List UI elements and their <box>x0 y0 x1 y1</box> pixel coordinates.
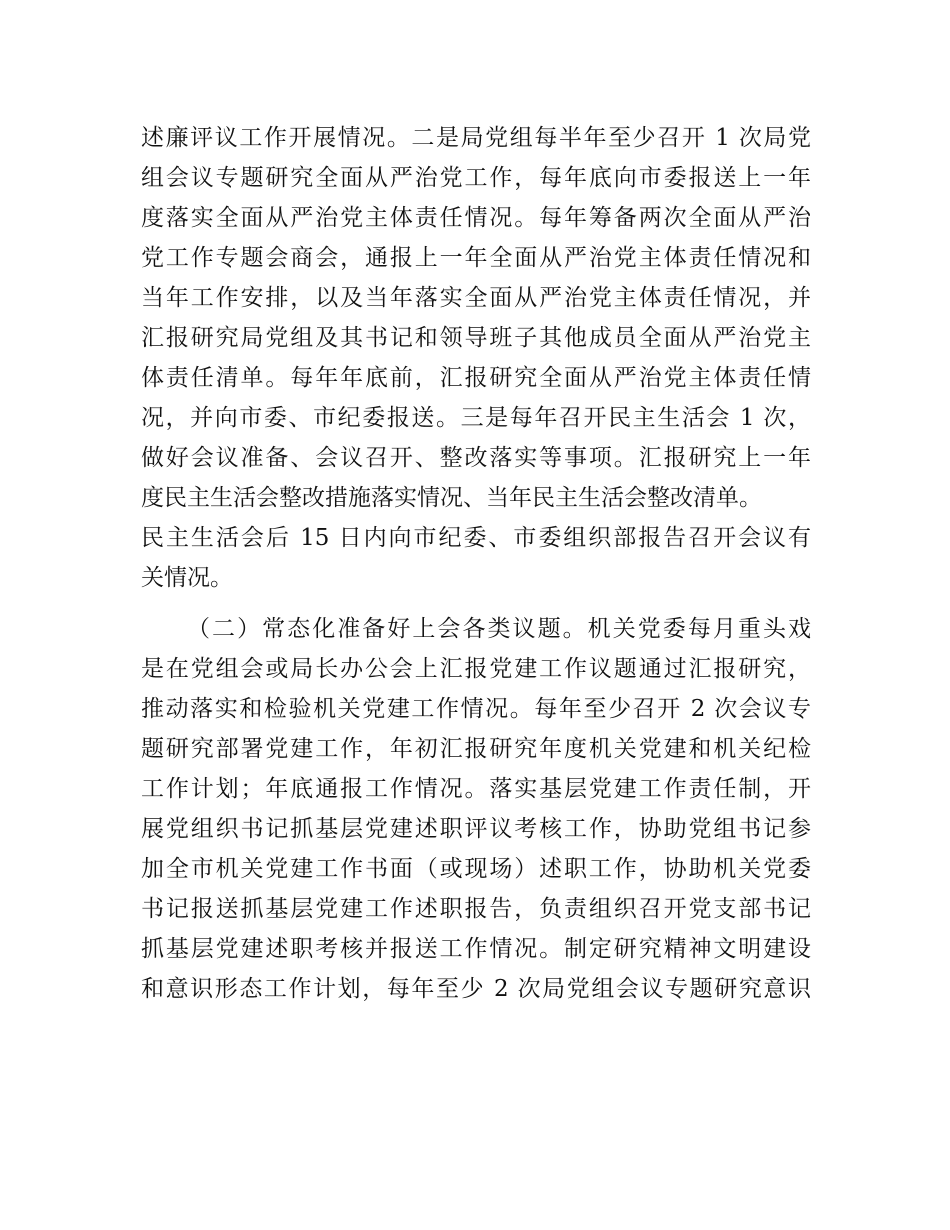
text-line: 做好会议准备、会议召开、整改落实等事项。汇报研究上一年 <box>141 445 811 471</box>
text-line: 题研究部署党建工作，年初汇报研究年度机关党建和机关纪检 <box>141 736 811 762</box>
text-line: 度民主生活会整改措施落实情况、当年民主生活会整改清单。 <box>141 485 762 511</box>
paragraph-1 <box>141 118 811 598</box>
text-line: 推动落实和检验机关党建工作情况。每年至少召开 2 次会议专 <box>141 696 811 722</box>
text-line: 汇报研究局党组及其书记和领导班子其他成员全面从严治党主 <box>141 325 811 351</box>
text-line: 关情况。 <box>141 565 233 591</box>
text-line: 述廉评议工作开展情况。二是局党组每半年至少召开 1 次局党 <box>141 125 811 151</box>
document-body <box>141 118 811 1009</box>
text-line: 民主生活会后 15 日内向市纪委、市委组织部报告召开会议有 <box>141 525 811 551</box>
text-line: 展党组织书记抓基层党建述职评议考核工作，协助党组书记参 <box>141 816 811 842</box>
text-line: 加全市机关党建工作书面（或现场）述职工作，协助机关党委 <box>141 856 811 882</box>
text-line: 抓基层党建述职考核并报送工作情况。制定研究精神文明建设 <box>141 936 811 962</box>
paragraph-gap <box>141 598 811 609</box>
text-line: 书记报送抓基层党建工作述职报告，负责组织召开党支部书记 <box>141 896 811 922</box>
text-line: 组会议专题研究全面从严治党工作，每年底向市委报送上一年 <box>141 165 811 191</box>
text-line: 度落实全面从严治党主体责任情况。每年筹备两次全面从严治 <box>141 205 811 231</box>
text-line: 是在党组会或局长办公会上汇报党建工作议题通过汇报研究， <box>141 656 811 682</box>
text-line: 工作计划；年底通报工作情况。落实基层党建工作责任制，开 <box>141 776 811 802</box>
text-line: 况，并向市委、市纪委报送。三是每年召开民主生活会 1 次， <box>141 405 811 431</box>
paragraph-2 <box>141 609 811 1009</box>
text-line: 和意识形态工作计划，每年至少 2 次局党组会议专题研究意识 <box>141 976 811 1002</box>
text-line: 体责任清单。每年年底前，汇报研究全面从严治党主体责任情 <box>141 365 811 391</box>
text-line: （二）常态化准备好上会各类议题。机关党委每月重头戏 <box>187 616 811 642</box>
text-line: 当年工作安排，以及当年落实全面从严治党主体责任情况，并 <box>141 285 811 311</box>
text-line: 党工作专题会商会，通报上一年全面从严治党主体责任情况和 <box>141 245 811 271</box>
